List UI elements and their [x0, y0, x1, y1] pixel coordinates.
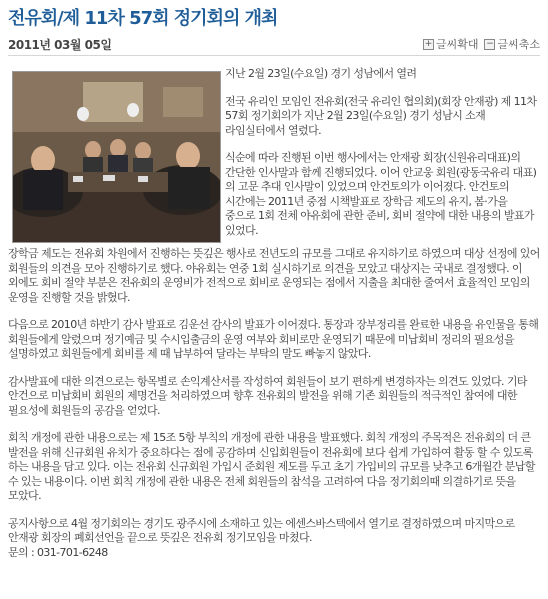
minus-icon: −	[486, 38, 494, 49]
contact-info: 문의 : 031-701-6248	[8, 545, 108, 559]
article-title: 전유회/제 11차 57회 정기회의 개최	[8, 8, 278, 29]
article-paragraph: 다음으로 2010년 하반기 감사 발표로 김운선 감사의 발표가 이어졌다. 통장과 장부정리를 완료한 내용을 유인물을 통해 회원들에게 알렸으며 정기예금 및 수시입출금의 운영 여부와 회비로만 운영되기 때문에 미납회비 정리의 필요성을 설명하였고 회원들에게 회비를 제 때 납부하여 달라는 부탁의 말도 빠놓지 않았다.	[8, 318, 539, 360]
meeting-photo-illustration	[13, 72, 220, 242]
font-decrease-button[interactable]	[484, 36, 540, 52]
article-date: 2011년 03월 05일	[8, 38, 112, 52]
article-paragraph: 회칙 개정에 관한 내용으로는 제 15조 5항 부칙의 개정에 관한 내용을 발표했다. 회칙 개정의 주목적은 전유회의 더 큰 발전을 위해 신규회원 유치가 중요하다는 점에 공감하며 신입회원들이 전유회에 보다 쉽게 가입하여 활동 할 수 있도록 하는 내용을 담고 있다. 이는 전유회 신규회원 가입시 준회원 제도를 두고 초기 가입비의 규모를 낮추고 6개월간 분납할 수 있는 내용이다. 이번 회칙 개정에 관한 내용은 전체 회원들의 참석을 고려하여 다음 정기회의때 의결하기로 뜻을 모았다.	[8, 431, 535, 502]
article-paragraph: 감사발표에 대한 의견으로는 항목별로 손익계산서를 작성하여 회원들이 보기 편하게 변경하자는 의견도 있었다. 기타 안건으로 미납회비 회원의 제명건을 처리하였으며 향후 전유회의 발전을 위해 기존 회원들의 적극적인 참여에 대한 필요성에 회원들의 공감을 얻었다.	[8, 374, 527, 417]
font-decrease-label: 글씨축소	[497, 38, 540, 51]
article-paragraph: 공지사항으로 4월 정기회의는 경기도 광주시에 소재하고 있는 에센스바스텍에서 열기로 결정하였으며 마지막으로 안재광 회장의 폐회선언을 끝으로 뜻깊은 전유회 정기모임을 마쳤다.	[8, 516, 515, 544]
article-photo	[12, 71, 221, 243]
article-paragraph: 식순에 따라 진행된 이번 행사에서는 안재광 회장(신원유리대표)의 간단한 인사말과 함께 진행되었다. 이어 안교웅 회원(광동국유리 대표)의 고문 추대 인사말이 있었으며 안건토의가 이어졌다. 안건토의 시간에는 2011년 중점 시책발표로 장학금 제도의 유지, 봄·가을 중으로 1회 전체 야유회에 관한 준비, 회비 절약에 대한 내용의 발표가 있었다.	[225, 151, 537, 237]
plus-icon: +	[424, 38, 433, 49]
article-paragraph: 장학금 제도는 전유회 차원에서 진행하는 뜻깊은 행사로 전년도의 규모를 그대로 유지하기로 하였으며 대상 선정에 있어 회원들의 의견을 모아 진행하기로 했다. 야유회는 연중 1회 실시하기로 의견을 모았고 대상지는 국내로 결정했다. 이 외에도 회비 절약 부분은 전유회의 운영비가 전적으로 회비로 운영되는 점에서 지출을 최대한 줄여서 효율적인 모임의 운영을 진행할 것을 밝혔다.	[8, 247, 540, 304]
font-size-controls	[423, 36, 540, 52]
article-paragraph: 지난 2월 23일(수요일) 경기 성남에서 열려	[225, 67, 417, 80]
article-intro-column	[225, 67, 537, 251]
font-increase-button[interactable]	[423, 36, 479, 52]
article-body	[8, 247, 540, 560]
article-paragraph: 전국 유리인 모임인 전유회(전국 유리인 협의회)(회장 안재광) 제 11차 57회 정기회의가 지난 2월 23일(수요일) 경기 성남시 소재 라임실터에서 열렸다.	[225, 94, 537, 137]
article-meta-bar	[8, 33, 540, 56]
font-increase-label: 글씨확대	[435, 38, 479, 51]
